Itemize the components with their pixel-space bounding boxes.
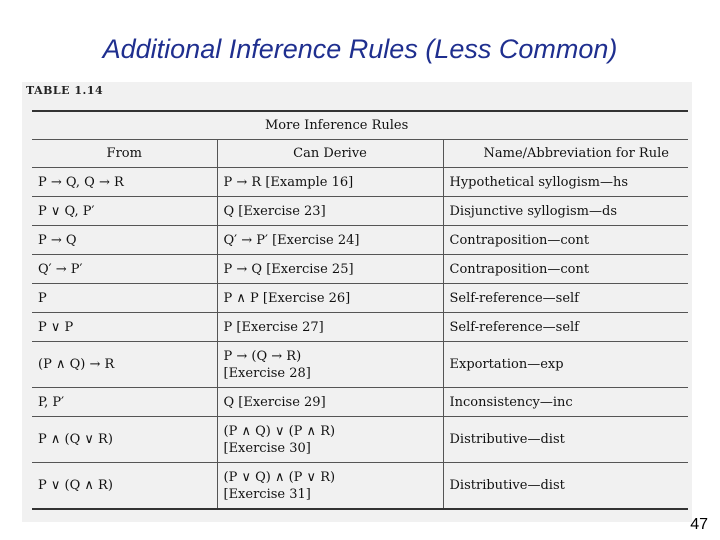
table-row [32,313,688,342]
table-row [32,168,688,197]
table-row [32,342,688,388]
derive-reference: [Exercise 28] [223,365,311,381]
rule-name-cell: Exportation—exp [443,342,688,388]
table-row [32,463,688,510]
rule-name-cell: Contraposition—cont [443,226,688,255]
inference-rules-table [32,110,688,510]
column-header-can-derive: Can Derive [217,140,443,168]
from-cell: P ∨ Q, P′ [32,197,217,226]
derive-reference: [Exercise 31] [223,486,311,502]
rule-name-cell: Distributive—dist [443,417,688,463]
rule-name-cell: Distributive—dist [443,463,688,510]
from-cell: Q′ → P′ [32,255,217,284]
from-cell: P [32,284,217,313]
derive-cell: P → Q [Exercise 25] [217,255,443,284]
derive-cell [217,463,443,510]
derive-cell [217,342,443,388]
derive-reference: [Exercise 30] [223,440,311,456]
table-row [32,417,688,463]
table-row [32,388,688,417]
from-cell: (P ∧ Q) → R [32,342,217,388]
derive-cell: P [Exercise 27] [217,313,443,342]
derive-cell: Q [Exercise 23] [217,197,443,226]
derive-line: (P ∨ Q) ∧ (P ∨ R) [223,469,336,485]
rule-name-cell: Self-reference—self [443,284,688,313]
table-row [32,255,688,284]
derive-cell: P ∧ P [Exercise 26] [217,284,443,313]
from-cell: P ∨ (Q ∧ R) [32,463,217,510]
derive-cell [217,417,443,463]
from-cell: P, P′ [32,388,217,417]
column-header-rule-name: Name/Abbreviation for Rule [443,140,688,168]
column-header-from: From [32,140,217,168]
rule-name-cell: Inconsistency—inc [443,388,688,417]
rule-name-cell: Disjunctive syllogism—ds [443,197,688,226]
derive-cell: P → R [Example 16] [217,168,443,197]
from-cell: P ∧ (Q ∨ R) [32,417,217,463]
page-number: 47 [690,516,708,533]
slide-title: Additional Inference Rules (Less Common) [102,34,618,64]
from-cell: P ∨ P [32,313,217,342]
table-label: TABLE 1.14 [26,84,104,97]
rule-name-cell: Hypothetical syllogism—hs [443,168,688,197]
table-row [32,284,688,313]
derive-line: (P ∧ Q) ∨ (P ∧ R) [223,423,336,439]
from-cell: P → Q, Q → R [32,168,217,197]
from-cell: P → Q [32,226,217,255]
rule-name-cell: Self-reference—self [443,313,688,342]
derive-cell: Q [Exercise 29] [217,388,443,417]
scanned-table-image [22,82,692,522]
derive-cell: Q′ → P′ [Exercise 24] [217,226,443,255]
table-caption: More Inference Rules [217,111,688,140]
rule-name-cell: Contraposition—cont [443,255,688,284]
table-row [32,226,688,255]
derive-line: P → (Q → R) [223,348,302,364]
table-row [32,197,688,226]
